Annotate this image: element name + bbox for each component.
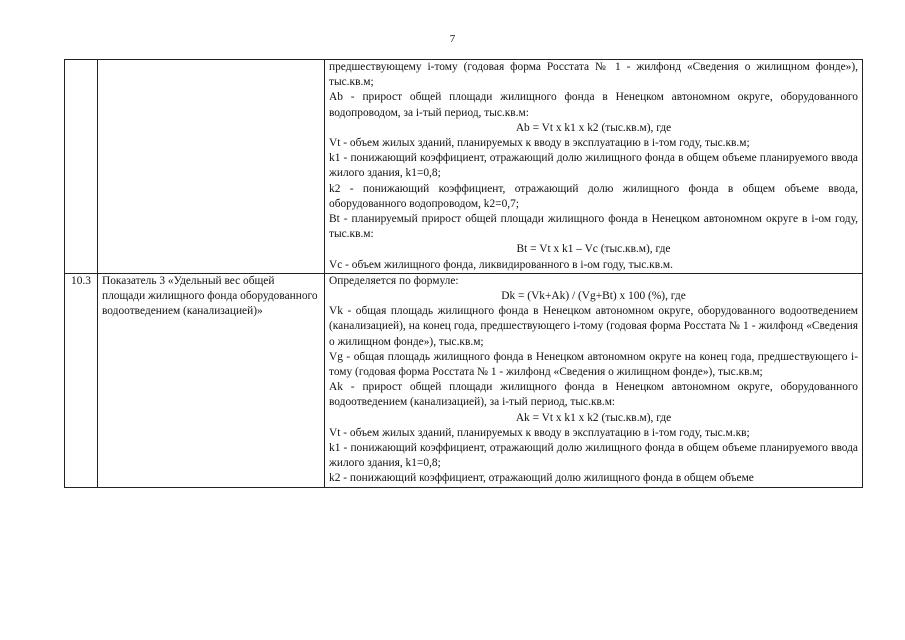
- indicator-name: [98, 273, 325, 487]
- indicator-text: Показатель 3 «Удельный вес общей площади жилищного фонда оборудованного водоотведением (канализацией)»: [102, 274, 318, 318]
- method-cell: [325, 273, 863, 487]
- row-number: 10.3: [65, 273, 98, 487]
- formula-line: Ak = Vt x k1 x k2 (тыс.кв.м), где: [515, 411, 672, 424]
- text-paragraph: k2 - понижающий коэффициент, отражающий долю жилищного фонда в общем объеме: [329, 472, 754, 485]
- text-paragraph: Vc - объем жилищного фонда, ликвидированного в i-ом году, тыс.кв.м.: [329, 258, 673, 271]
- text-paragraph: предшествующему i-тому (годовая форма Росстата № 1 - жилфонд «Сведения о жилищном фонде»), тыс.кв.м;: [329, 61, 858, 89]
- text-paragraph: Vt - объем жилых зданий, планируемых к вводу в эксплуатацию в i-том году, тыс.кв.м;: [329, 137, 750, 150]
- indicators-table: [64, 59, 863, 488]
- text-paragraph: Vt - объем жилых зданий, планируемых к вводу в эксплуатацию в i-том году, тыс.м.кв;: [329, 426, 750, 439]
- text-paragraph: k1 - понижающий коэффициент, отражающий долю жилищного фонда в общем объеме планируемого ввода жилого здания, k1=0,8;: [329, 152, 858, 180]
- formula-line: Dk = (Vk+Ak) / (Vg+Bt) x 100 (%), где: [501, 290, 686, 303]
- indicator-name: [98, 60, 325, 274]
- text-paragraph: k1 - понижающий коэффициент, отражающий долю жилищного фонда в общем объеме планируемого ввода жилого здания, k1=0,8;: [329, 442, 858, 470]
- text-paragraph: Bt - планируемый прирост общей площади жилищного фонда в Ненецком автономном округе в i-ом году, тыс.кв.м:: [329, 213, 858, 241]
- method-lines: [329, 60, 858, 273]
- text-paragraph: Vg - общая площадь жилищного фонда в Ненецком автономном округе на конец года, предшествующего i-тому (годовая форма Росстата № 1 - жилфонд «Сведения о жилищном фонде»), тыс.кв.м;: [329, 350, 858, 379]
- formula-line: Bt = Vt x k1 – Vc (тыс.кв.м), где: [516, 243, 671, 256]
- page-number: 7: [449, 33, 456, 45]
- text-paragraph: Ab - прирост общей площади жилищного фонда в Ненецком автономном округе, оборудованного водопроводом, за i-тый период, тыс.кв.м:: [329, 91, 858, 119]
- table-row: [65, 273, 863, 487]
- table-row: [65, 60, 863, 274]
- text-paragraph: k2 - понижающий коэффициент, отражающий долю жилищного фонда в общем объеме ввода, оборудованного водопроводом, k2=0,7;: [329, 182, 858, 210]
- method-lines: [329, 274, 858, 487]
- text-paragraph: Определяется по формуле:: [329, 274, 459, 287]
- text-paragraph: Vk - общая площадь жилищного фонда в Ненецком автономном округе, оборудованного водоотведением (канализацией), на конец года, предшествующего i-тому (годовая форма Росстата № 1 - жилфонд «Сведения о жилищном фонде»), тыс.кв.м;: [329, 305, 858, 348]
- method-cell: [325, 60, 863, 274]
- text-paragraph: Ak - прирост общей площади жилищного фонда в Ненецком автономном округе, оборудованного водоотведением (канализацией), за i-тый период, тыс.кв.м:: [329, 381, 858, 409]
- row-number: [65, 60, 98, 274]
- formula-line: Ab = Vt x k1 x k2 (тыс.кв.м), где: [515, 121, 672, 134]
